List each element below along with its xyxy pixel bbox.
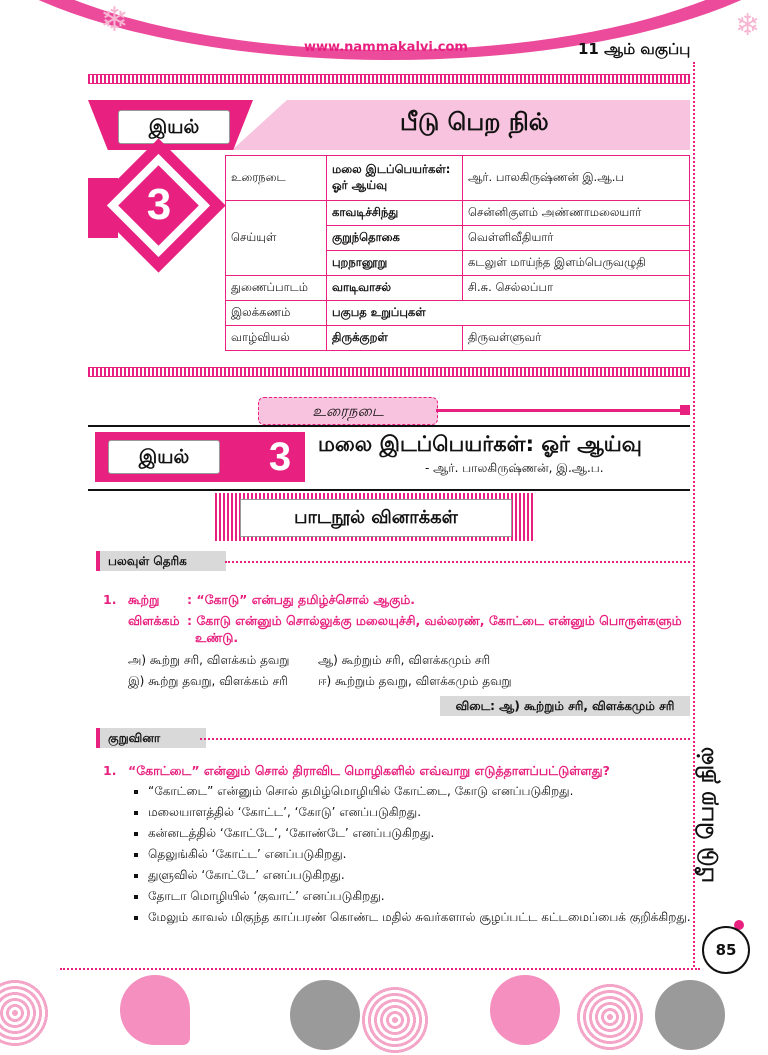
section-tag-dot bbox=[680, 405, 690, 415]
bottom-divider bbox=[60, 968, 700, 970]
divider-stripe bbox=[88, 74, 690, 84]
author-cell: வெள்ளிவீதியார் bbox=[463, 226, 690, 251]
decorative-ball bbox=[120, 975, 190, 1045]
title-cell: குறுந்தொகை bbox=[327, 226, 463, 251]
option-b: ஆ) கூற்றும் சரி, விளக்கமும் சரி bbox=[318, 653, 491, 667]
author-cell: கடலுள் மாய்ந்த இளம்பெருவழுதி bbox=[463, 251, 690, 276]
class-label: 11 ஆம் வகுப்பு bbox=[578, 40, 691, 58]
unit-label: இயல் bbox=[118, 110, 230, 144]
author-cell: சென்னிகுளம் அண்ணாமலையார் bbox=[463, 201, 690, 226]
unit-number: 3 bbox=[146, 180, 172, 229]
lesson-title: மலை இடப்பெயர்கள்: ஓர் ஆய்வு bbox=[318, 432, 642, 456]
table-row bbox=[226, 276, 690, 301]
snowflake-icon: ❄ bbox=[735, 8, 761, 43]
lesson-author: - ஆர். பாலகிருஷ்ணன், இ.ஆ.ப. bbox=[425, 461, 604, 475]
contents-table bbox=[225, 155, 690, 351]
section-type-tag: உரைநடை bbox=[258, 397, 438, 425]
option-c: இ) கூற்று தவறு, விளக்கம் சரி bbox=[128, 674, 288, 688]
divider-stripe bbox=[88, 367, 690, 377]
answer-box: விடை: ஆ) கூற்றும் சரி, விளக்கமும் சரி bbox=[440, 696, 690, 716]
table-row bbox=[226, 156, 690, 201]
reason-text-cont: உண்டு. bbox=[195, 630, 239, 645]
author-cell: சி.சு. செல்லப்பா bbox=[463, 276, 690, 301]
answer-points bbox=[130, 781, 703, 928]
title-cell: பகுபத உறுப்புகள் bbox=[327, 301, 690, 326]
list-item: ▪ மலையாளத்தில் ‘கோட்ட’, ‘கோடு’ எனப்படுகிறது. bbox=[148, 802, 703, 823]
title-cell: காவடிச்சிந்து bbox=[327, 201, 463, 226]
site-url[interactable]: www.nammakalvi.com bbox=[304, 40, 468, 55]
reason-label: விளக்கம் bbox=[128, 613, 180, 628]
side-title: பீடு பெற நில் bbox=[694, 746, 719, 884]
section-tag-line bbox=[436, 409, 683, 412]
list-item: ▪ மேலும் காவல் மிகுந்த காப்பரண் கொண்ட மதில் சுவர்களால் சூழப்பட்ட கட்டமைப்பைக் குறிக்கிறது. bbox=[148, 907, 703, 928]
author-cell: திருவள்ளுவர் bbox=[463, 326, 690, 351]
list-item: ▪ தெலுங்கில் ‘கோட்ட’ எனப்படுகிறது. bbox=[148, 844, 703, 865]
option-a: அ) கூற்று சரி, விளக்கம் தவறு bbox=[128, 653, 290, 667]
list-item: ▪ துளுவில் ‘கோட்டே’ எனப்படுகிறது. bbox=[148, 865, 703, 886]
title-cell: திருக்குறள் bbox=[327, 326, 463, 351]
lesson-unit-label: இயல் bbox=[108, 440, 220, 474]
snowflake-icon: ❄ bbox=[100, 0, 129, 40]
category-cell: வாழ்வியல் bbox=[226, 326, 327, 351]
option-d: ஈ) கூற்றும் தவறு, விளக்கமும் தவறு bbox=[318, 674, 512, 688]
question-number: 1. bbox=[103, 592, 117, 607]
category-cell: செய்யுள் bbox=[226, 201, 327, 276]
statement-text: : “கோடு” என்பது தமிழ்ச்சொல் ஆகும். bbox=[187, 592, 416, 607]
decorative-ball bbox=[360, 985, 430, 1055]
table-row bbox=[226, 326, 690, 351]
author-cell: ஆர். பாலகிருஷ்ணன் இ.ஆ.ப bbox=[463, 156, 690, 201]
table-row bbox=[226, 301, 690, 326]
table-row bbox=[226, 201, 690, 226]
list-item: ▪ தோடா மொழியில் ‘குவாட்’ எனப்படுகிறது. bbox=[148, 886, 703, 907]
tag-divider bbox=[225, 561, 690, 563]
page-number: 85 bbox=[702, 926, 750, 974]
category-cell: துணைப்பாடம் bbox=[226, 276, 327, 301]
decorative-ball bbox=[290, 980, 360, 1050]
tag-divider bbox=[200, 738, 690, 740]
decorative-ball bbox=[655, 980, 725, 1050]
statement-label: கூற்று bbox=[128, 592, 160, 607]
lesson-unit-number: 3 bbox=[268, 435, 292, 479]
category-cell: உரைநடை bbox=[226, 156, 327, 201]
decorative-ball bbox=[0, 978, 50, 1048]
list-item: ▪ “கோட்டை” என்னும் சொல் தமிழ்மொழியில் கோட்டை, கோடு எனப்படுகிறது. bbox=[148, 781, 703, 802]
question-number: 1. bbox=[103, 763, 117, 778]
mcq-tag: பலவுள் தெரிக bbox=[96, 551, 226, 571]
title-cell: வாடிவாசல் bbox=[327, 276, 463, 301]
decorative-ball bbox=[575, 982, 645, 1052]
question-text: “கோட்டை” என்னும் சொல் திராவிட மொழிகளில் எவ்வாறு எடுத்தாளப்பட்டுள்ளது? bbox=[128, 763, 610, 778]
title-cell: மலை இடப்பெயர்கள்: ஓர் ஆய்வு bbox=[327, 156, 463, 201]
title-cell: புறநானூறு bbox=[327, 251, 463, 276]
short-answer-tag: குறுவினா bbox=[96, 728, 206, 748]
unit-title: பீடு பெற நில் bbox=[400, 108, 549, 136]
subheading: பாடநூல் வினாக்கள் bbox=[240, 499, 512, 537]
list-item: ▪ கன்னடத்தில் ‘கோட்டே’, ‘கோண்டே’ எனப்படுகிறது. bbox=[148, 823, 703, 844]
category-cell: இலக்கணம் bbox=[226, 301, 327, 326]
decorative-ball bbox=[490, 975, 560, 1045]
reason-text: : கோடு என்னும் சொல்லுக்கு மலையுச்சி, வல்லரண், கோட்டை என்னும் பொருள்களும் bbox=[187, 613, 682, 628]
